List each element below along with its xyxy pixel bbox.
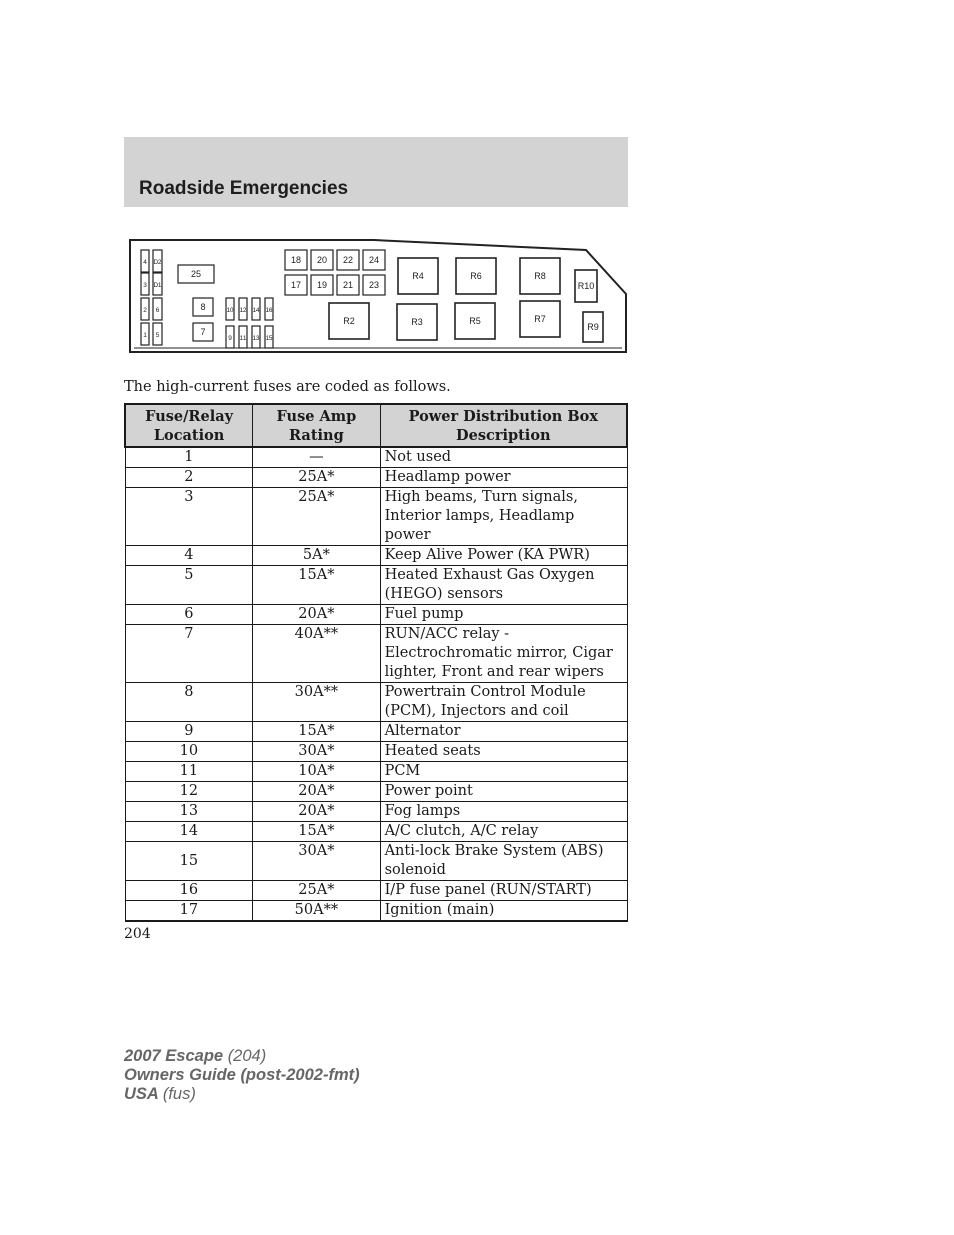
fuse-location: 10 (125, 742, 253, 762)
fuse-location: 6 (125, 605, 253, 625)
fuse-amp: 25A* (253, 488, 380, 546)
fuse-description: Fuel pump (380, 605, 627, 625)
fuse-description: High beams, Turn signals, Interior lamps, Headlamp power (380, 488, 627, 546)
fuse-box-slots (141, 250, 603, 348)
table-row (125, 566, 627, 605)
fuse-table (124, 403, 628, 922)
slot-25-label: 25 (190, 269, 202, 279)
fuse-description: Alternator (380, 722, 627, 742)
fuse-amp: 30A** (253, 683, 380, 722)
fuse-location: 2 (125, 468, 253, 488)
table-row (125, 901, 627, 922)
footer-code: (fus) (162, 1085, 196, 1103)
fuse-amp: 40A** (253, 625, 380, 683)
table-row (125, 605, 627, 625)
slot-23-label: 23 (368, 280, 380, 290)
slot-r5-label: R5 (469, 316, 481, 326)
fuse-amp: 20A* (253, 782, 380, 802)
fuse-amp: 15A* (253, 822, 380, 842)
slot-22-label: 22 (342, 255, 354, 265)
slot-r10-label: R10 (577, 281, 595, 291)
slot-5-label: 5 (155, 332, 160, 339)
fuse-amp: — (253, 447, 380, 468)
fuse-description: Powertrain Control Module (PCM), Injectors and coil (380, 683, 627, 722)
table-header-row (125, 404, 627, 447)
table-row (125, 488, 627, 546)
table-row (125, 742, 627, 762)
header-description: Power Distribution Box Description (380, 404, 627, 447)
fuse-location: 9 (125, 722, 253, 742)
slot-r6-label: R6 (470, 271, 482, 281)
fuse-description: A/C clutch, A/C relay (380, 822, 627, 842)
table-row (125, 842, 627, 881)
table-row (125, 802, 627, 822)
slot-24-label: 24 (368, 255, 380, 265)
slot-10-label: 10 (226, 307, 234, 314)
table-row (125, 468, 627, 488)
fuse-location: 4 (125, 546, 253, 566)
fuse-amp: 25A* (253, 881, 380, 901)
table-row (125, 722, 627, 742)
fuse-amp: 5A* (253, 546, 380, 566)
slot-2-label: 2 (143, 307, 147, 314)
fuse-description: I/P fuse panel (RUN/START) (380, 881, 627, 901)
slot-15-label: 15 (265, 335, 273, 342)
slot-6-label: 6 (155, 307, 160, 314)
fuse-description: PCM (380, 762, 627, 782)
header-amp-rating: Fuse Amp Rating (253, 404, 380, 447)
table-row (125, 625, 627, 683)
fuse-amp: 30A* (253, 742, 380, 762)
fuse-location: 3 (125, 488, 253, 546)
slot-13-label: 13 (252, 335, 260, 342)
slot-4-label: 4 (143, 259, 147, 266)
fuse-location: 8 (125, 683, 253, 722)
slot-r9-label: R9 (587, 322, 599, 332)
fuse-location: 5 (125, 566, 253, 605)
fuse-location: 7 (125, 625, 253, 683)
fuse-amp: 15A* (253, 722, 380, 742)
table-row (125, 683, 627, 722)
table-row (125, 546, 627, 566)
footer-page-ref: (204) (227, 1047, 267, 1065)
page-number: 204 (124, 926, 151, 942)
fuse-description: Ignition (main) (380, 901, 627, 922)
fuse-description: Keep Alive Power (KA PWR) (380, 546, 627, 566)
slot-3-label: 3 (143, 282, 147, 289)
header-location: Fuse/Relay Location (125, 404, 253, 447)
slot-d1-label: D1 (153, 282, 162, 289)
slot-r7-label: R7 (534, 314, 546, 324)
footer-line-2: Owners Guide (post-2002-fmt) (124, 1066, 360, 1084)
slot-20-label: 20 (316, 255, 328, 265)
fuse-description: Anti-lock Brake System (ABS) solenoid (380, 842, 627, 881)
fuse-amp: 50A** (253, 901, 380, 922)
slot-21-label: 21 (342, 280, 354, 290)
slot-19-label: 19 (316, 280, 328, 290)
slot-18-label: 18 (290, 255, 302, 265)
fuse-location: 11 (125, 762, 253, 782)
slot-7-label: 7 (200, 327, 206, 337)
slot-14-label: 14 (252, 307, 260, 314)
fuse-location: 12 (125, 782, 253, 802)
fuse-amp: 30A* (253, 842, 380, 881)
fuse-description: Power point (380, 782, 627, 802)
section-header-band (124, 137, 628, 207)
footer-market: USA (124, 1085, 159, 1103)
fuse-location: 14 (125, 822, 253, 842)
footer-line-3 (124, 1085, 360, 1104)
slot-r4-label: R4 (412, 271, 424, 281)
fuse-location: 17 (125, 901, 253, 922)
table-row (125, 447, 627, 468)
slot-9-label: 9 (228, 335, 232, 342)
fuse-description: Not used (380, 447, 627, 468)
table-row (125, 881, 627, 901)
fuse-location: 16 (125, 881, 253, 901)
slot-16-label: 16 (265, 307, 273, 314)
table-row (125, 762, 627, 782)
fuse-description: Heated seats (380, 742, 627, 762)
fuse-amp: 20A* (253, 802, 380, 822)
footer-line-1 (124, 1047, 360, 1066)
intro-text: The high-current fuses are coded as follows. (124, 379, 451, 395)
table-row (125, 782, 627, 802)
fuse-description: Heated Exhaust Gas Oxygen (HEGO) sensors (380, 566, 627, 605)
slot-r3-label: R3 (411, 317, 423, 327)
slot-1-label: 1 (143, 332, 147, 339)
slot-17-label: 17 (290, 280, 302, 290)
fuse-description: Fog lamps (380, 802, 627, 822)
fuse-amp: 15A* (253, 566, 380, 605)
fuse-description: RUN/ACC relay - Electrochromatic mirror, Cigar lighter, Front and rear wipers (380, 625, 627, 683)
fuse-amp: 25A* (253, 468, 380, 488)
slot-11-label: 11 (239, 335, 247, 342)
footer (124, 1047, 360, 1104)
slot-r8-label: R8 (534, 271, 546, 281)
fuse-location: 13 (125, 802, 253, 822)
fuse-location: 15 (125, 842, 253, 881)
slot-r2-label: R2 (343, 316, 355, 326)
fuse-amp: 20A* (253, 605, 380, 625)
footer-model: 2007 Escape (124, 1047, 224, 1065)
fuse-description: Headlamp power (380, 468, 627, 488)
table-row (125, 822, 627, 842)
slot-d2-label: D2 (153, 259, 162, 266)
section-title: Roadside Emergencies (139, 178, 349, 199)
fuse-location: 1 (125, 447, 253, 468)
slot-12-label: 12 (239, 307, 247, 314)
slot-8-label: 8 (200, 302, 206, 312)
fuse-amp: 10A* (253, 762, 380, 782)
fuse-box-diagram (128, 238, 628, 356)
